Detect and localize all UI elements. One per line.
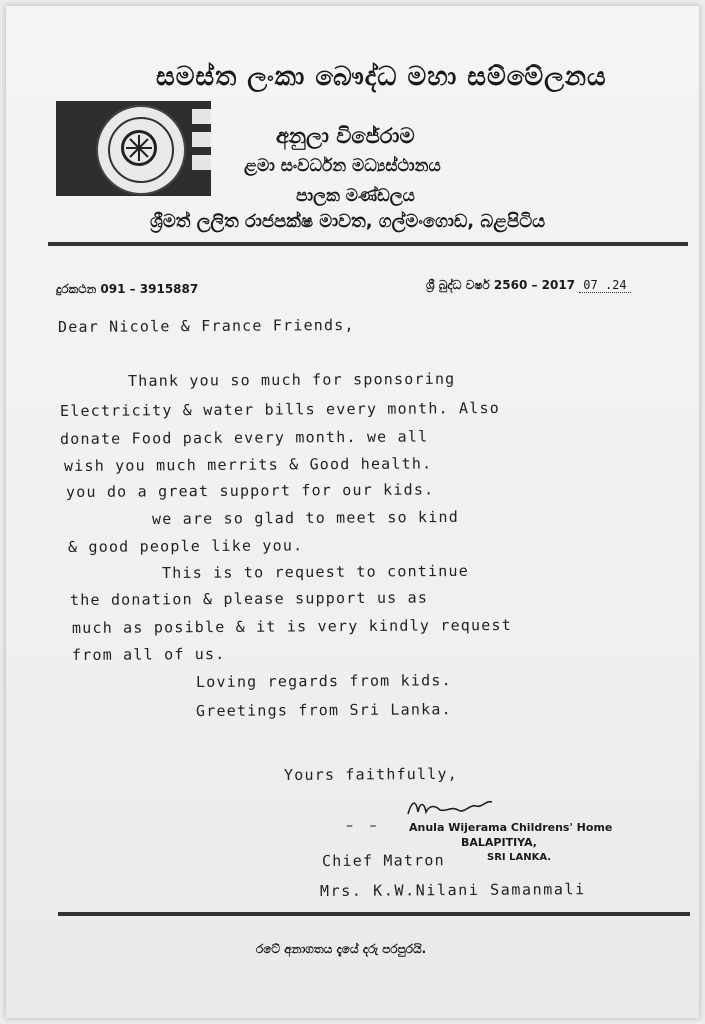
- body-line: Thank you so much for sponsoring: [127, 369, 456, 390]
- body-line: This is to request to continue: [161, 561, 469, 582]
- stamp-name: Anula Wijerama Childrens' Home: [409, 821, 613, 834]
- body-line: much as posible & it is very kindly request: [71, 615, 512, 637]
- closing: Yours faithfully,: [283, 764, 458, 784]
- body-line: Loving regards from kids.: [195, 671, 452, 691]
- stamp-country: SRI LANKA.: [487, 852, 552, 863]
- body-line: & good people like you.: [67, 536, 304, 556]
- dharma-wheel-seal-icon: [96, 105, 186, 195]
- header-divider: [48, 242, 688, 246]
- organization-logo: [56, 101, 211, 196]
- date-value: 07 .24: [579, 278, 630, 293]
- body-line: Electricity & water bills every month. Also: [59, 398, 500, 420]
- signatory-title: Chief Matron: [321, 851, 445, 870]
- letter-page: [6, 6, 699, 1018]
- body-line: wish you much merrits & Good health.: [63, 454, 433, 475]
- signatory-name: Mrs. K.W.Nilani Samanmali: [319, 880, 586, 900]
- salutation: Dear Nicole & France Friends,: [57, 315, 355, 336]
- address: ශ්‍රීමත් ලලිත රාජපක්ෂ මාවත, ගල්මංගොඩ, බළපිටිය: [150, 211, 546, 232]
- body-line: you do a great support for our kids.: [65, 480, 435, 501]
- board-label: පාලක මණ්ඩලය: [296, 186, 415, 206]
- home-type: ළමා සංවර්ධන මධ්‍යස්ථානය: [244, 156, 441, 176]
- phone-number: දුරකථන 091 – 3915887: [56, 282, 199, 296]
- organization-title: සමස්ත ලංකා බෞද්ධ මහා සම්මේලනය: [156, 62, 607, 92]
- body-line: Greetings from Sri Lanka.: [195, 700, 452, 720]
- stamp-town: BALAPITIYA,: [461, 836, 537, 849]
- body-line: the donation & please support us as: [69, 588, 429, 609]
- home-name: අනුලා විජේරාම: [276, 124, 415, 148]
- date-label: ශ්‍රී බුද්ධ වර්ෂ 2560 – 2017: [426, 278, 576, 292]
- body-line: donate Food pack every month. we all: [59, 427, 429, 448]
- letter-date: [426, 278, 631, 293]
- body-line: we are so glad to meet so kind: [151, 507, 459, 528]
- footer-motto: රටේ අනාගතය දැයේ දරු පරපුරයි.: [256, 942, 427, 956]
- signature-dashes: – –: [346, 818, 383, 834]
- footer-divider: [58, 912, 690, 916]
- body-line: from all of us.: [71, 644, 226, 664]
